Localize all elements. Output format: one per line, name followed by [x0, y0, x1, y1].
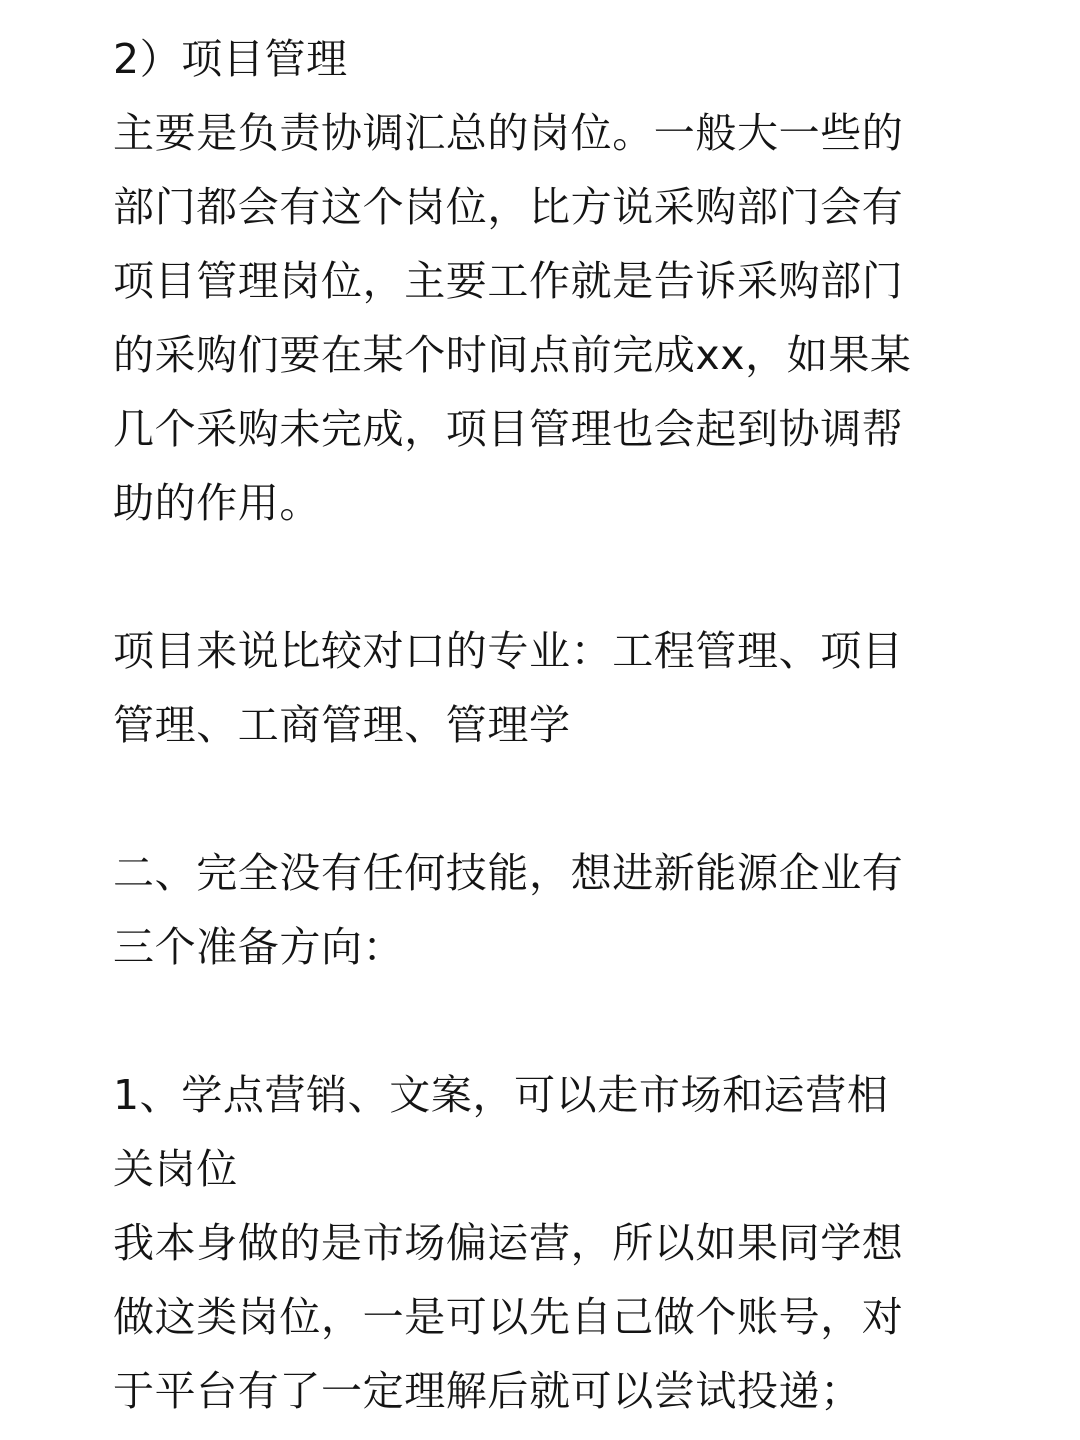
no-skills-heading-line: 二、完全没有任何技能，想进新能源企业有 — [113, 849, 904, 897]
paragraph-line: 做这类岗位，一是可以先自己做个账号，对 — [113, 1293, 904, 1341]
paragraph-line: 我本身做的是市场偏运营，所以如果同学想 — [113, 1219, 904, 1267]
paragraph-line: 的采购们要在某个时间点前完成xx，如果某 — [113, 331, 912, 379]
no-skills-heading-line: 三个准备方向： — [113, 923, 405, 971]
paragraph-line: 助的作用。 — [113, 479, 321, 527]
paragraph-line: 主要是负责协调汇总的岗位。一般大一些的 — [113, 109, 904, 157]
majors-line: 项目来说比较对口的专业：工程管理、项目 — [113, 627, 904, 675]
majors-line: 管理、工商管理、管理学 — [113, 701, 571, 749]
paragraph-line: 项目管理岗位，主要工作就是告诉采购部门 — [113, 257, 904, 305]
paragraph-line: 部门都会有这个岗位，比方说采购部门会有 — [113, 183, 904, 231]
project-management-heading: 2）项目管理 — [113, 35, 348, 83]
marketing-heading-line: 1、学点营销、文案，可以走市场和运营相 — [113, 1071, 889, 1119]
paragraph-line: 几个采购未完成，项目管理也会起到协调帮 — [113, 405, 904, 453]
marketing-heading-line: 关岗位 — [113, 1145, 238, 1193]
paragraph-line: 于平台有了一定理解后就可以尝试投递； — [113, 1367, 862, 1415]
